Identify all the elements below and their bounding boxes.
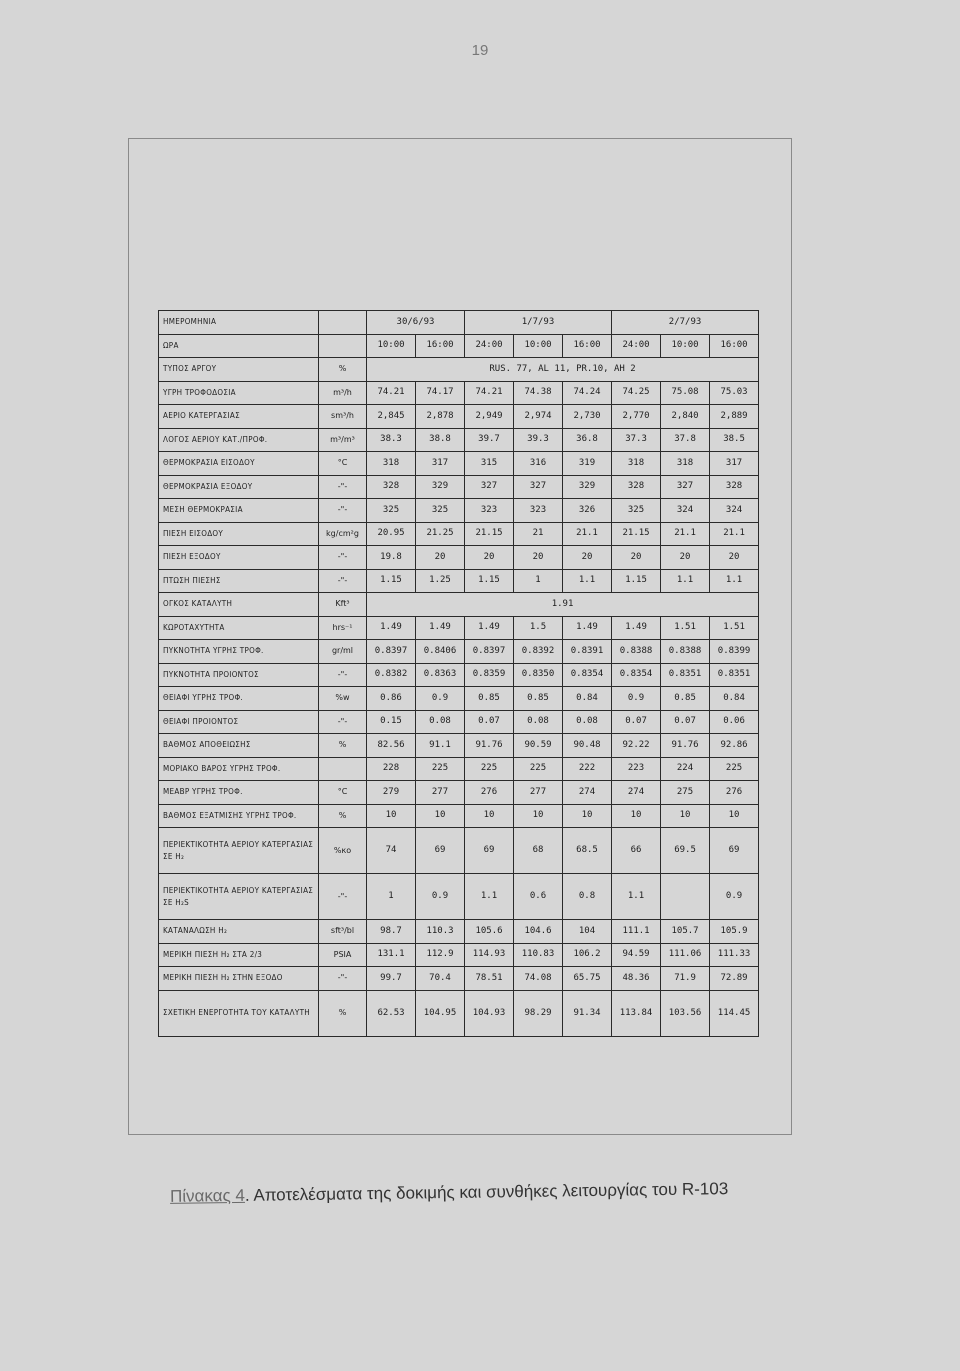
- table-row: [159, 452, 759, 476]
- value-cell: 319: [563, 452, 612, 476]
- value-cell: 16:00: [416, 334, 465, 358]
- value-cell: 1.49: [563, 616, 612, 640]
- value-cell: 36.8: [563, 428, 612, 452]
- value-cell: 1.51: [661, 616, 710, 640]
- value-cell: 1.15: [465, 569, 514, 593]
- value-cell: 0.8397: [465, 640, 514, 664]
- value-cell: 328: [710, 475, 759, 499]
- value-cell: 317: [710, 452, 759, 476]
- value-cell: 10: [514, 804, 563, 828]
- value-cell: 1.1: [661, 569, 710, 593]
- parameter-cell: ΜΕΡΙΚΗ ΠΙΕΣΗ H₂ ΣΤΑ 2/3: [159, 943, 319, 967]
- value-cell: 98.7: [367, 920, 416, 944]
- value-cell: 78.51: [465, 967, 514, 991]
- table-row: [159, 804, 759, 828]
- value-cell: 327: [514, 475, 563, 499]
- value-cell: 1: [514, 569, 563, 593]
- value-cell: 10: [563, 804, 612, 828]
- value-cell: 325: [416, 499, 465, 523]
- value-cell: 10: [612, 804, 661, 828]
- parameter-cell: ΜΟΡΙΑΚΟ ΒΑΡΟΣ ΥΓΡΗΣ ΤΡΟΦ.: [159, 757, 319, 781]
- parameter-cell: ΠΤΩΣΗ ΠΙΕΣΗΣ: [159, 569, 319, 593]
- unit-cell: %w: [319, 687, 367, 711]
- value-cell: 276: [710, 781, 759, 805]
- value-cell: 225: [710, 757, 759, 781]
- value-cell: 69.5: [661, 828, 710, 874]
- value-cell: 21.25: [416, 522, 465, 546]
- unit-cell: m³/m³: [319, 428, 367, 452]
- table-row: [159, 990, 759, 1036]
- value-cell: 1.49: [367, 616, 416, 640]
- value-cell: 20: [661, 546, 710, 570]
- value-cell: 0.8382: [367, 663, 416, 687]
- value-cell: 2,889: [710, 405, 759, 429]
- value-cell: 98.29: [514, 990, 563, 1036]
- value-cell: 91.1: [416, 734, 465, 758]
- value-cell: 323: [465, 499, 514, 523]
- value-cell: 0.85: [661, 687, 710, 711]
- unit-cell: gr/ml: [319, 640, 367, 664]
- parameter-cell: ΥΓΡΗ ΤΡΟΦΟΔΟΣΙΑ: [159, 381, 319, 405]
- value-cell: 0.84: [563, 687, 612, 711]
- value-cell: 74.17: [416, 381, 465, 405]
- value-cell: 75.08: [661, 381, 710, 405]
- value-cell: 20: [612, 546, 661, 570]
- value-cell: 48.36: [612, 967, 661, 991]
- value-cell: 1.49: [612, 616, 661, 640]
- parameter-cell: ΗΜΕΡΟΜΗΝΙΑ: [159, 311, 319, 335]
- value-cell: 74.08: [514, 967, 563, 991]
- unit-cell: %: [319, 804, 367, 828]
- value-cell: 0.8350: [514, 663, 563, 687]
- value-cell: 2,878: [416, 405, 465, 429]
- value-cell: 10: [465, 804, 514, 828]
- value-cell: 10: [661, 804, 710, 828]
- value-cell: 328: [367, 475, 416, 499]
- value-cell: 37.8: [661, 428, 710, 452]
- parameter-cell: ΘΕΙΑΦΙ ΥΓΡΗΣ ΤΡΟΦ.: [159, 687, 319, 711]
- table-row: [159, 475, 759, 499]
- value-cell: 324: [710, 499, 759, 523]
- table-row: [159, 546, 759, 570]
- value-cell: 222: [563, 757, 612, 781]
- value-cell: 38.3: [367, 428, 416, 452]
- value-cell: 114.45: [710, 990, 759, 1036]
- value-cell: 69: [416, 828, 465, 874]
- value-cell: 326: [563, 499, 612, 523]
- value-cell: 1.1: [612, 874, 661, 920]
- parameter-cell: ΒΑΘΜΟΣ ΑΠΟΘΕΙΩΣΗΣ: [159, 734, 319, 758]
- value-cell: 0.08: [514, 710, 563, 734]
- parameter-cell: ΘΕΙΑΦΙ ΠΡΟΙΟΝΤΟΣ: [159, 710, 319, 734]
- value-cell: 0.86: [367, 687, 416, 711]
- value-cell: 0.9: [710, 874, 759, 920]
- value-cell: 0.9: [612, 687, 661, 711]
- parameter-cell: ΠΕΡΙΕΚΤΙΚΟΤΗΤΑ ΑΕΡΙΟΥ ΚΑΤΕΡΓΑΣΙΑΣ ΣΕ H₂: [159, 828, 319, 874]
- value-cell: 38.5: [710, 428, 759, 452]
- value-cell: 225: [514, 757, 563, 781]
- table-row: [159, 640, 759, 664]
- value-cell: 92.22: [612, 734, 661, 758]
- value-cell: 91.76: [661, 734, 710, 758]
- value-cell: 325: [367, 499, 416, 523]
- value-cell: 0.6: [514, 874, 563, 920]
- value-cell: 39.3: [514, 428, 563, 452]
- value-cell: 74.25: [612, 381, 661, 405]
- value-cell: 2,974: [514, 405, 563, 429]
- parameter-cell: ΜΕΑΒΡ ΥΓΡΗΣ ΤΡΟΦ.: [159, 781, 319, 805]
- unit-cell: [319, 757, 367, 781]
- parameter-cell: ΠΙΕΣΗ ΕΙΣΟΔΟΥ: [159, 522, 319, 546]
- value-cell: 20: [514, 546, 563, 570]
- value-cell: 90.48: [563, 734, 612, 758]
- unit-cell: -"-: [319, 710, 367, 734]
- results-table-body: [159, 311, 759, 1037]
- unit-cell: -"-: [319, 546, 367, 570]
- value-cell: 131.1: [367, 943, 416, 967]
- value-cell: 225: [465, 757, 514, 781]
- value-cell: 111.06: [661, 943, 710, 967]
- value-cell: 1.49: [465, 616, 514, 640]
- value-cell: 10: [710, 804, 759, 828]
- value-cell: 0.08: [563, 710, 612, 734]
- value-cell: 315: [465, 452, 514, 476]
- value-cell: 1.1: [563, 569, 612, 593]
- value-cell: 1.1: [465, 874, 514, 920]
- value-cell: 0.08: [416, 710, 465, 734]
- value-cell: 39.7: [465, 428, 514, 452]
- table-row: [159, 405, 759, 429]
- table-row: [159, 874, 759, 920]
- value-cell: 74.24: [563, 381, 612, 405]
- value-cell: 228: [367, 757, 416, 781]
- value-cell: 277: [514, 781, 563, 805]
- value-cell: 20.95: [367, 522, 416, 546]
- value-cell: 21.1: [661, 522, 710, 546]
- parameter-cell: ΜΕΡΙΚΗ ΠΙΕΣΗ H₂ ΣΤΗΝ ΕΞΟΔΟ: [159, 967, 319, 991]
- value-cell: 327: [661, 475, 710, 499]
- parameter-cell: ΒΑΘΜΟΣ ΕΞΑΤΜΙΣΗΣ ΥΓΡΗΣ ΤΡΟΦ.: [159, 804, 319, 828]
- value-cell: 82.56: [367, 734, 416, 758]
- value-cell: 0.8406: [416, 640, 465, 664]
- table-row: [159, 522, 759, 546]
- value-cell: 0.8359: [465, 663, 514, 687]
- value-cell: 16:00: [710, 334, 759, 358]
- table-row: [159, 569, 759, 593]
- table-row: [159, 334, 759, 358]
- results-table: [158, 310, 759, 1037]
- unit-cell: sm³/h: [319, 405, 367, 429]
- value-cell: 0.85: [465, 687, 514, 711]
- unit-cell: %: [319, 990, 367, 1036]
- value-cell: 21: [514, 522, 563, 546]
- value-cell: 0.8388: [661, 640, 710, 664]
- value-cell: 92.86: [710, 734, 759, 758]
- value-cell: 20: [710, 546, 759, 570]
- value-cell: 2,845: [367, 405, 416, 429]
- value-cell: 318: [661, 452, 710, 476]
- value-cell: 0.8363: [416, 663, 465, 687]
- value-cell: 0.84: [710, 687, 759, 711]
- value-cell: 0.15: [367, 710, 416, 734]
- value-cell: 105.9: [710, 920, 759, 944]
- parameter-cell: ΠΕΡΙΕΚΤΙΚΟΤΗΤΑ ΑΕΡΙΟΥ ΚΑΤΕΡΓΑΣΙΑΣ ΣΕ H₂S: [159, 874, 319, 920]
- value-cell: 327: [465, 475, 514, 499]
- value-cell: 66: [612, 828, 661, 874]
- value-cell: 75.03: [710, 381, 759, 405]
- table-row: [159, 687, 759, 711]
- value-cell: 110.83: [514, 943, 563, 967]
- value-cell: 74.21: [465, 381, 514, 405]
- value-cell: 68: [514, 828, 563, 874]
- value-cell: 276: [465, 781, 514, 805]
- value-cell: 0.8354: [563, 663, 612, 687]
- value-cell: 0.8392: [514, 640, 563, 664]
- value-cell: 65.75: [563, 967, 612, 991]
- value-cell: 323: [514, 499, 563, 523]
- value-cell: [661, 874, 710, 920]
- value-cell: 223: [612, 757, 661, 781]
- value-cell: 105.6: [465, 920, 514, 944]
- value-cell: 111.33: [710, 943, 759, 967]
- unit-cell: -"-: [319, 499, 367, 523]
- value-cell: 71.9: [661, 967, 710, 991]
- table-row: [159, 593, 759, 617]
- value-cell: 69: [465, 828, 514, 874]
- table-row: [159, 781, 759, 805]
- parameter-cell: ΠΙΕΣΗ ΕΞΟΔΟΥ: [159, 546, 319, 570]
- value-cell: 20: [465, 546, 514, 570]
- unit-cell: hrs⁻¹: [319, 616, 367, 640]
- value-cell: 91.34: [563, 990, 612, 1036]
- value-cell: 2,770: [612, 405, 661, 429]
- value-cell: 20: [563, 546, 612, 570]
- value-cell: 1.5: [514, 616, 563, 640]
- value-cell: 104: [563, 920, 612, 944]
- value-cell: 318: [367, 452, 416, 476]
- value-cell: 225: [416, 757, 465, 781]
- value-cell: 275: [661, 781, 710, 805]
- value-cell: 1: [367, 874, 416, 920]
- value-cell: 24:00: [612, 334, 661, 358]
- table-row: [159, 663, 759, 687]
- unit-cell: Kft³: [319, 593, 367, 617]
- parameter-cell: ΣΧΕΤΙΚΗ ΕΝΕΡΓΟΤΗΤΑ ΤΟΥ ΚΑΤΑΛΥΤΗ: [159, 990, 319, 1036]
- value-cell: 104.95: [416, 990, 465, 1036]
- value-cell: 0.9: [416, 687, 465, 711]
- value-cell: 1.91: [367, 593, 759, 617]
- value-cell: 318: [612, 452, 661, 476]
- table-row: [159, 616, 759, 640]
- table-row: [159, 920, 759, 944]
- table-row: [159, 943, 759, 967]
- value-cell: 68.5: [563, 828, 612, 874]
- unit-cell: -"-: [319, 874, 367, 920]
- value-cell: 37.3: [612, 428, 661, 452]
- value-cell: 90.59: [514, 734, 563, 758]
- value-cell: 10:00: [367, 334, 416, 358]
- value-cell: 2,840: [661, 405, 710, 429]
- parameter-cell: ΑΕΡΙΟ ΚΑΤΕΡΓΑΣΙΑΣ: [159, 405, 319, 429]
- table-row: [159, 381, 759, 405]
- value-cell: 106.2: [563, 943, 612, 967]
- value-cell: 277: [416, 781, 465, 805]
- value-cell: 24:00: [465, 334, 514, 358]
- value-cell: 113.84: [612, 990, 661, 1036]
- value-cell: 2,730: [563, 405, 612, 429]
- value-cell: 20: [416, 546, 465, 570]
- parameter-cell: ΘΕΡΜΟΚΡΑΣΙΑ ΕΙΣΟΔΟΥ: [159, 452, 319, 476]
- table-row: [159, 499, 759, 523]
- value-cell: 10: [367, 804, 416, 828]
- value-cell: 317: [416, 452, 465, 476]
- value-cell: 105.7: [661, 920, 710, 944]
- table-row: [159, 428, 759, 452]
- parameter-cell: ΜΕΣΗ ΘΕΡΜΟΚΡΑΣΙΑ: [159, 499, 319, 523]
- value-cell: 103.56: [661, 990, 710, 1036]
- parameter-cell: ΤΥΠΟΣ ΑΡΓΟΥ: [159, 358, 319, 382]
- parameter-cell: ΚΑΤΑΝΑΛΩΣΗ H₂: [159, 920, 319, 944]
- value-cell: 0.8397: [367, 640, 416, 664]
- value-cell: 114.93: [465, 943, 514, 967]
- table-row: [159, 757, 759, 781]
- unit-cell: sft³/bl: [319, 920, 367, 944]
- value-cell: 99.7: [367, 967, 416, 991]
- table-row: [159, 358, 759, 382]
- value-cell: 74.21: [367, 381, 416, 405]
- results-table-container: [158, 310, 758, 1037]
- table-row: [159, 734, 759, 758]
- table-row: [159, 311, 759, 335]
- unit-cell: %: [319, 734, 367, 758]
- parameter-cell: ΩΡΑ: [159, 334, 319, 358]
- value-cell: 104.93: [465, 990, 514, 1036]
- value-cell: 2,949: [465, 405, 514, 429]
- value-cell: 2/7/93: [612, 311, 759, 335]
- value-cell: 30/6/93: [367, 311, 465, 335]
- page-number: 19: [471, 42, 489, 59]
- parameter-cell: ΠΥΚΝΟΤΗΤΑ ΥΓΡΗΣ ΤΡΟΦ.: [159, 640, 319, 664]
- table-row: [159, 967, 759, 991]
- parameter-cell: ΟΓΚΟΣ ΚΑΤΑΛΥΤΗ: [159, 593, 319, 617]
- unit-cell: %: [319, 358, 367, 382]
- value-cell: 328: [612, 475, 661, 499]
- value-cell: 91.76: [465, 734, 514, 758]
- value-cell: 0.8: [563, 874, 612, 920]
- unit-cell: -"-: [319, 475, 367, 499]
- value-cell: 0.07: [612, 710, 661, 734]
- value-cell: 38.8: [416, 428, 465, 452]
- value-cell: 62.53: [367, 990, 416, 1036]
- value-cell: 0.07: [465, 710, 514, 734]
- parameter-cell: ΛΟΓΟΣ ΑΕΡΙΟΥ ΚΑΤ./ΠΡΟΦ.: [159, 428, 319, 452]
- value-cell: 110.3: [416, 920, 465, 944]
- value-cell: 111.1: [612, 920, 661, 944]
- unit-cell: °C: [319, 781, 367, 805]
- value-cell: 1.15: [612, 569, 661, 593]
- value-cell: 0.8351: [661, 663, 710, 687]
- value-cell: 0.8354: [612, 663, 661, 687]
- value-cell: 21.1: [710, 522, 759, 546]
- unit-cell: m³/h: [319, 381, 367, 405]
- unit-cell: kg/cm²g: [319, 522, 367, 546]
- value-cell: 1/7/93: [465, 311, 612, 335]
- unit-cell: -"-: [319, 663, 367, 687]
- value-cell: 72.89: [710, 967, 759, 991]
- unit-cell: %κο: [319, 828, 367, 874]
- unit-cell: PSIA: [319, 943, 367, 967]
- value-cell: 16:00: [563, 334, 612, 358]
- value-cell: 69: [710, 828, 759, 874]
- value-cell: 0.06: [710, 710, 759, 734]
- value-cell: 0.8391: [563, 640, 612, 664]
- value-cell: RUS. 77, AL 11, PR.10, AH 2: [367, 358, 759, 382]
- value-cell: 1.49: [416, 616, 465, 640]
- unit-cell: [319, 311, 367, 335]
- value-cell: 21.15: [612, 522, 661, 546]
- value-cell: 324: [661, 499, 710, 523]
- value-cell: 325: [612, 499, 661, 523]
- value-cell: 70.4: [416, 967, 465, 991]
- table-caption: [170, 1177, 870, 1207]
- value-cell: 224: [661, 757, 710, 781]
- caption-text: . Αποτελέσματα της δοκιμής και συνθήκες λειτουργίας του R-103: [244, 1179, 729, 1205]
- parameter-cell: ΚΩΡΟΤΑΧΥΤΗΤΑ: [159, 616, 319, 640]
- value-cell: 10:00: [661, 334, 710, 358]
- value-cell: 1.1: [710, 569, 759, 593]
- value-cell: 0.85: [514, 687, 563, 711]
- unit-cell: °C: [319, 452, 367, 476]
- value-cell: 329: [563, 475, 612, 499]
- unit-cell: -"-: [319, 967, 367, 991]
- value-cell: 21.1: [563, 522, 612, 546]
- value-cell: 10: [416, 804, 465, 828]
- unit-cell: -"-: [319, 569, 367, 593]
- value-cell: 1.51: [710, 616, 759, 640]
- value-cell: 19.8: [367, 546, 416, 570]
- value-cell: 104.6: [514, 920, 563, 944]
- value-cell: 0.8388: [612, 640, 661, 664]
- parameter-cell: ΘΕΡΜΟΚΡΑΣΙΑ ΕΞΟΔΟΥ: [159, 475, 319, 499]
- value-cell: 0.8351: [710, 663, 759, 687]
- value-cell: 21.15: [465, 522, 514, 546]
- value-cell: 74: [367, 828, 416, 874]
- value-cell: 112.9: [416, 943, 465, 967]
- value-cell: 329: [416, 475, 465, 499]
- value-cell: 0.07: [661, 710, 710, 734]
- value-cell: 0.9: [416, 874, 465, 920]
- value-cell: 1.25: [416, 569, 465, 593]
- caption-label: Πίνακας 4: [169, 1185, 246, 1206]
- value-cell: 274: [563, 781, 612, 805]
- value-cell: 94.59: [612, 943, 661, 967]
- table-row: [159, 828, 759, 874]
- value-cell: 274: [612, 781, 661, 805]
- value-cell: 1.15: [367, 569, 416, 593]
- value-cell: 316: [514, 452, 563, 476]
- value-cell: 74.38: [514, 381, 563, 405]
- unit-cell: [319, 334, 367, 358]
- value-cell: 279: [367, 781, 416, 805]
- table-row: [159, 710, 759, 734]
- value-cell: 0.8399: [710, 640, 759, 664]
- parameter-cell: ΠΥΚΝΟΤΗΤΑ ΠΡΟΙΟΝΤΟΣ: [159, 663, 319, 687]
- value-cell: 10:00: [514, 334, 563, 358]
